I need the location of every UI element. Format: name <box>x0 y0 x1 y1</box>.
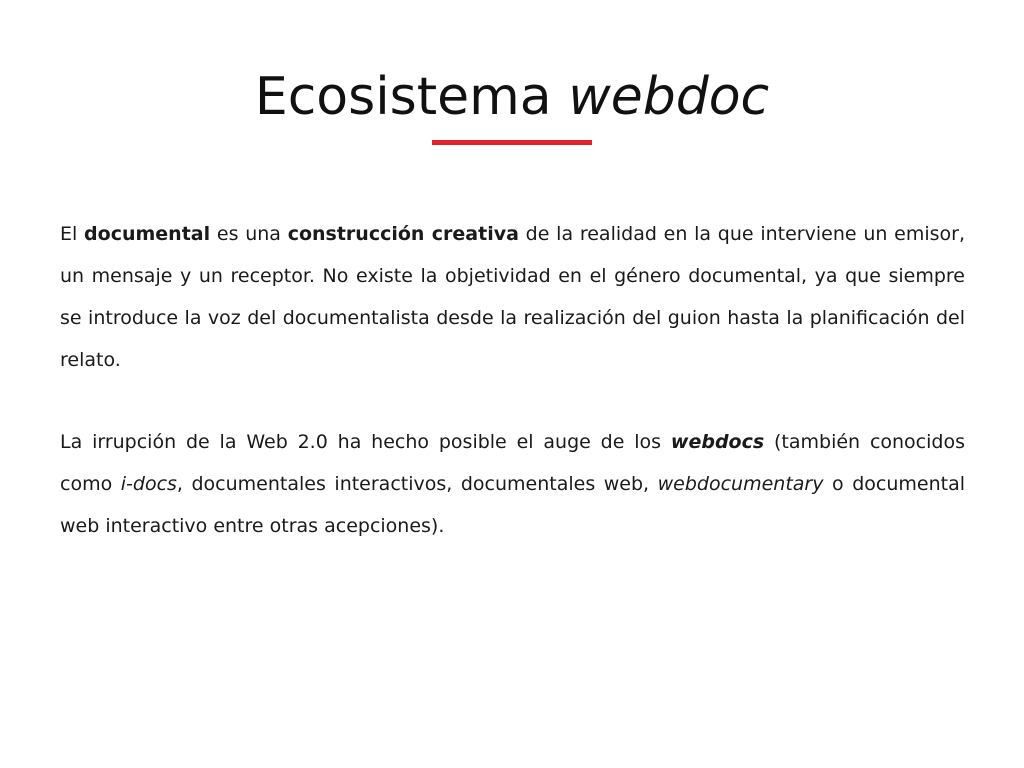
paragraph-webdocs <box>60 421 965 547</box>
paragraph-text: de la realidad en la que interviene un emisor, un mensaje y un receptor. No existe la objetividad en el género documental, ya que siempre se introduce la voz del documentalista desde la realización del guion hasta la planificación del relato. <box>60 223 966 371</box>
paragraph-text: La irrupción de la Web 2.0 ha hecho posible el auge de los <box>60 431 671 453</box>
bold-term: construcción creativa <box>287 223 519 245</box>
italic-term: webdocumentary <box>657 473 824 495</box>
bold-italic-term: webdocs <box>670 431 765 453</box>
slide-title-italic: webdoc <box>568 67 770 127</box>
paragraph-documental <box>60 213 965 381</box>
slide-title-main: Ecosistema <box>254 67 569 127</box>
paragraph-text: es una <box>210 223 288 245</box>
paragraph-text: o documental web interactivo entre otras acepciones). <box>60 473 965 537</box>
paragraph-text: , documentales interactivos, documentales web, <box>176 473 658 495</box>
bold-term: documental <box>84 223 211 245</box>
title-underline <box>432 140 592 145</box>
italic-term: i-docs <box>120 473 177 495</box>
slide-body <box>60 213 965 547</box>
paragraph-text: El <box>60 223 85 245</box>
slide-title <box>0 62 1024 132</box>
paragraph-text: (también conocidos como <box>60 431 965 495</box>
